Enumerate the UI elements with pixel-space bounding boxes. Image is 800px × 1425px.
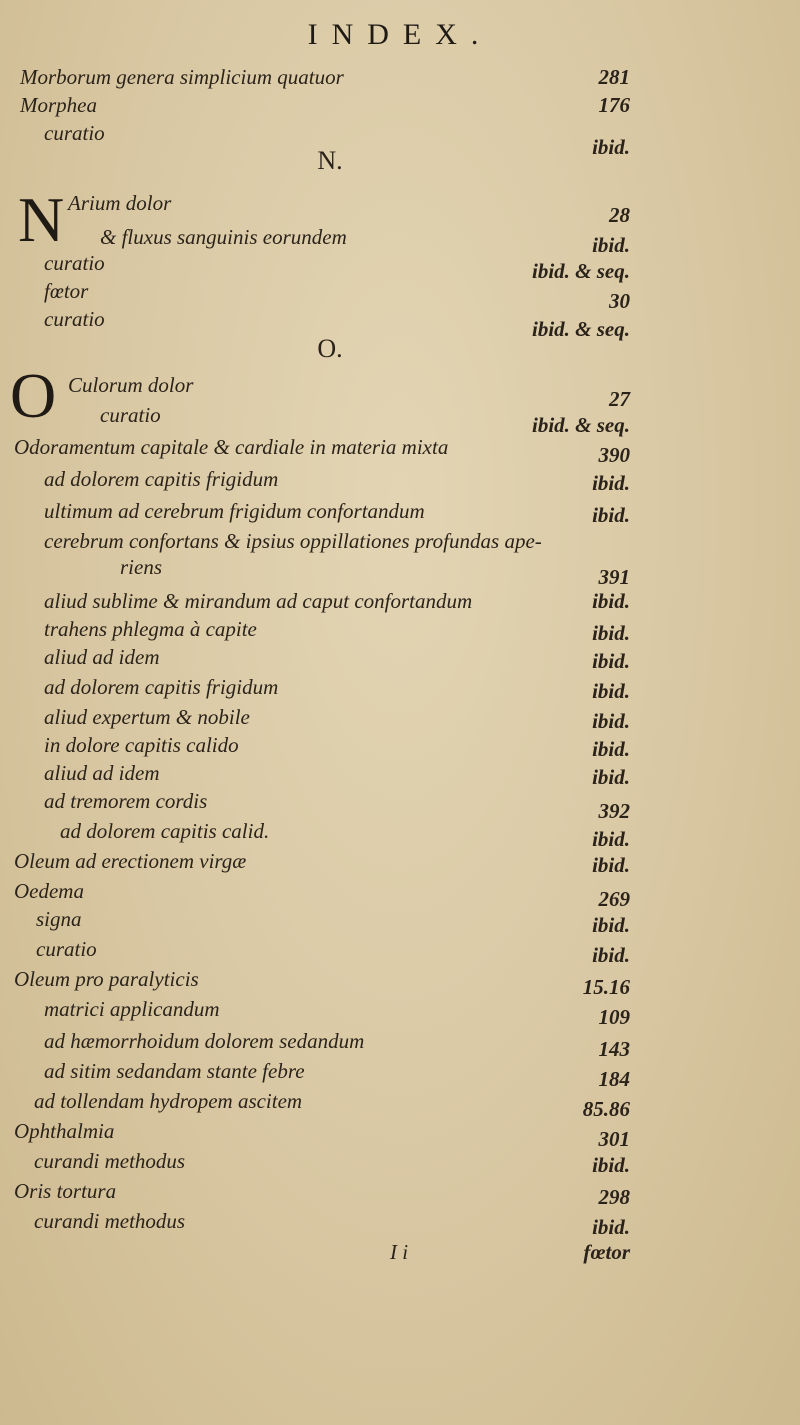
index-entry [0,276,800,313]
entry-page: ibid. & seq. [532,259,630,283]
index-entry [0,62,800,92]
entry-page: 109 [598,1005,630,1029]
entry-page: ibid. & seq. [532,317,630,341]
index-entry [0,464,800,494]
index-entry [0,400,800,437]
entry-term: Oris tortura [14,1179,117,1203]
entry-term: curatio [36,937,97,961]
signature-mark: I i [390,1240,409,1264]
entry-page: 392 [598,799,630,823]
entry-term: in dolore capitis calido [44,733,239,757]
entry-term: ad dolorem capitis frigidum [44,675,279,699]
entry-page: ibid. [592,765,630,789]
entry-term: Ophthalmia [14,1119,115,1143]
entry-page: ibid. [592,737,630,761]
entry-term: ad tremorem cordis [44,789,208,813]
index-entry [0,846,800,876]
entry-term: cerebrum confortans & ipsius oppillationes profundas ape- [44,529,542,553]
entry-term: Oleum ad erectionem virgæ [14,849,247,873]
entry-term: aliud sublime & mirandum ad caput confortandum [44,589,473,613]
index-entry [0,496,800,526]
entry-term: ultimum ad cerebrum frigidum confortandum [44,499,425,523]
entry-page: 301 [598,1127,630,1151]
entry-page: ibid. [592,503,630,527]
index-entry [0,672,800,702]
entry-page: ibid. [592,913,630,937]
entry-term: matrici applicandum [44,997,220,1021]
entry-term: Culorum dolor [68,373,194,397]
index-entry [0,904,800,937]
index-entry [0,370,800,411]
entry-term: & fluxus sanguinis eorundem [100,225,347,249]
entry-page: ibid. [592,621,630,645]
entry-page: ibid. [592,827,630,851]
index-entry [0,432,800,467]
section-letter-o: O. [317,334,343,363]
index-entry [0,188,800,227]
index-entry [0,876,800,911]
index-entry [0,934,800,967]
index-entry [0,614,800,644]
index-entry [0,1056,800,1091]
entry-page: ibid. [592,135,630,159]
entry-page: ibid. [592,943,630,967]
index-entry [0,1206,800,1239]
entry-term: Morborum genera simplicium quatuor [20,65,344,89]
index-entry [0,552,800,589]
entry-term: ad hæmorrhoidum dolorem sedandum [44,1029,365,1053]
entry-term: ad dolorem capitis calid. [60,819,270,843]
index-entry [0,1086,800,1121]
entry-page: 30 [609,289,630,313]
entry-term: ad sitim sedandam stante febre [44,1059,305,1083]
index-entry [0,730,800,760]
entry-page: 281 [598,65,630,89]
index-entry [0,642,800,672]
entry-term: Morphea [20,93,97,117]
index-entry [0,248,800,283]
entry-term: signa [36,907,82,931]
entry-page: ibid. [592,679,630,703]
entry-page: ibid. [592,471,630,495]
index-entry [0,758,800,788]
index-entry [0,1176,800,1209]
entry-term: curandi methodus [34,1149,186,1173]
entry-term: Arium dolor [68,191,172,215]
index-entry [0,702,800,732]
entry-page: 27 [609,387,630,411]
entry-page: ibid. [592,649,630,673]
entry-term: curandi methodus [34,1209,186,1233]
entry-term: Odoramentum capitale & cardiale in materia mixta [14,435,449,459]
entry-page: 143 [598,1037,630,1061]
entry-page: 85.86 [582,1097,630,1121]
entry-page: 269 [598,887,630,911]
entry-term: aliud expertum & nobile [44,705,250,729]
index-entry [0,964,800,999]
index-entry [0,1116,800,1151]
entry-page: ibid. & seq. [532,413,630,437]
catchword: fœtor [583,1240,630,1264]
entry-page: ibid. [592,709,630,733]
index-entry [0,994,800,1029]
index-entry [0,1026,800,1061]
entry-page: ibid. [592,853,630,877]
entry-page: 390 [598,443,630,467]
entry-page: 184 [598,1067,630,1091]
index-entry [0,786,800,823]
entry-page: 391 [598,565,630,589]
index-entry [0,816,800,851]
page-title: INDEX. [307,18,493,51]
entry-page: ibid. [592,233,630,257]
page-footer [0,1240,800,1270]
entry-page: 15.16 [582,975,630,999]
index-entry [0,586,800,616]
entry-term: fœtor [44,279,89,303]
entry-page: ibid. [592,589,630,613]
entry-term: Oedema [14,879,84,903]
entry-term: riens [120,555,162,579]
entry-term: Oleum pro paralyticis [14,967,199,991]
entry-page: 298 [598,1185,630,1209]
entry-page: 176 [598,93,630,117]
entry-term: curatio [100,403,161,427]
entry-page: 28 [609,203,630,227]
entry-term: curatio [44,121,105,145]
index-entry [0,1146,800,1176]
entry-term: trahens phlegma à capite [44,617,257,641]
dropcap-o: O [10,360,57,431]
entry-term: curatio [44,307,105,331]
section-letter-n: N. [317,146,343,175]
index-entry [0,118,800,159]
entry-term: aliud ad idem [44,645,160,669]
index-entry [0,90,800,120]
entry-term: ad tollendam hydropem ascitem [34,1089,303,1113]
index-entry [0,304,800,341]
entry-term: aliud ad idem [44,761,160,785]
entry-term: ad dolorem capitis frigidum [44,467,279,491]
entry-term: curatio [44,251,105,275]
entry-page: ibid. [592,1153,630,1177]
entry-page: ibid. [592,1215,630,1239]
dropcap-n: N [18,184,65,255]
